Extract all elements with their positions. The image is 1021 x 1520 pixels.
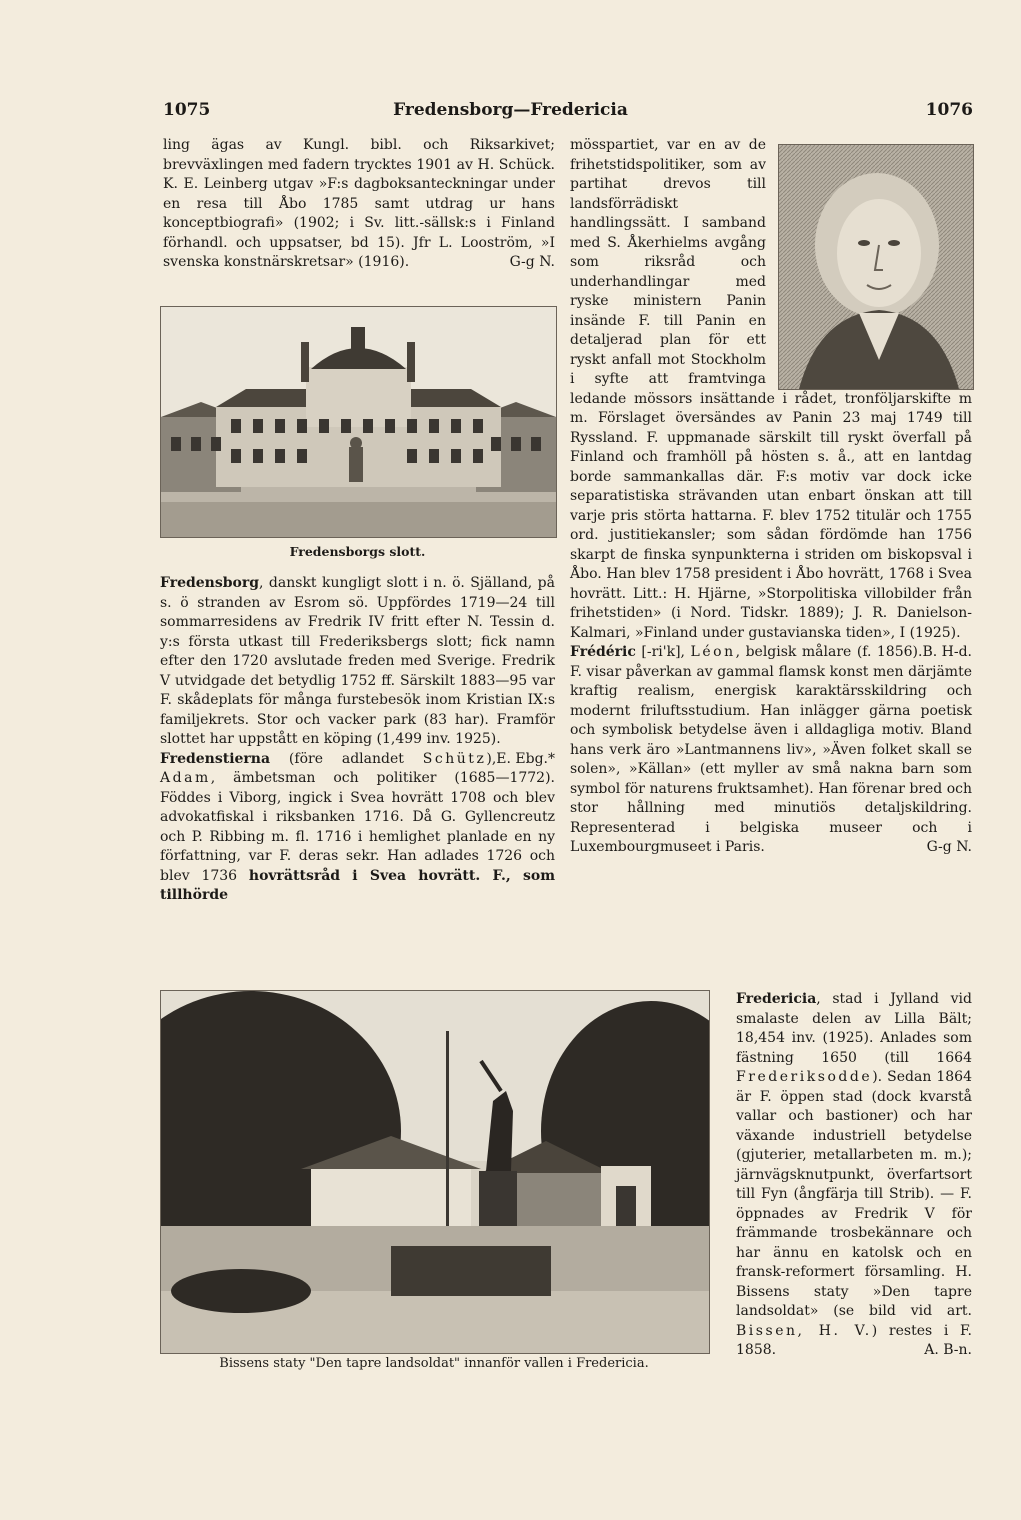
fredenstierna-birthname: Schütz xyxy=(422,750,487,767)
fredericia-signature: A. B-n. xyxy=(924,1342,972,1358)
fredenstierna-headword: Fredenstierna xyxy=(160,750,271,767)
frederic-signature: G-g N. xyxy=(926,839,972,855)
left-top-text: ling ägas av Kungl. bibl. och Riksarkivet; brevväxlingen med fadern trycktes 1901 av H. Schück. K. E. Leinberg utgav »F:s dagboksanteckningar under en resa till Åbo 1785 samt utdrag ur hans konceptbiografi» (1902; i Sv. litt.-sällsk:s i Finland förhandl. och uppsatser, bd 15). Jfr L. Looström, »I svenska konstnärskretsar» (1916). xyxy=(163,137,555,270)
fredericia-text-1: , stad i Jylland vid smalaste delen av Lilla Bält; 18,454 inv. (1925). Anlades som fästning 1650 (till 1664 xyxy=(736,991,972,1066)
frederic-article xyxy=(570,643,972,858)
right-top-signature: B. H-d. xyxy=(922,644,972,660)
left-top-signature: G-g N. xyxy=(509,254,555,270)
fredericia-headword: Fredericia xyxy=(736,991,817,1007)
bissen-photo-caption: Bissens staty "Den tapre landsoldat" innanför vallen i Fredericia. xyxy=(219,1356,649,1371)
fredericia-text-2: ). Sedan 1864 är F. öppen stad (dock kvarstå vallar och bastioner) och har växande industriell betydelse (gjuterier, metallarbeten m. m.); järnvägsknutpunkt, överfartsort till Fyn (ångfärja till Strib). — F. öppnades av Fredrik V för främmande trosbekännare och har ännu en katolsk och en fransk-reformert församling. H. Bissens staty »Den tapre landsoldat» (se bild vid art. xyxy=(736,1069,972,1319)
left-main-articles xyxy=(160,574,555,906)
fredericia-text-3: ) restes i F. 1858. xyxy=(736,1322,972,1358)
page-number-left: 1075 xyxy=(163,100,211,120)
running-title: Fredensborg—Fredericia xyxy=(393,100,628,120)
statue-illustration xyxy=(161,991,709,1353)
fredensborg-castle-photo xyxy=(160,306,557,538)
page-number-right: 1076 xyxy=(925,100,973,120)
fredenstierna-bold-end: hovrättsråd i Svea hovrätt. F., som tillhörde xyxy=(160,867,556,903)
fredensborg-text: , danskt kungligt slott i n. ö. Själland, på s. ö stranden av Esrom sö. Uppfördes 1719—24 till sommarresidens av Fredrik IV fritt efter N. Tessin d. y:s första utkast till Frederiksbergs slott; fick namn efter den 1720 avslutade freden med Sverige. Fredrik V utvidgade det betydlig 1752 ff. Särskilt 1883—95 var F. skådeplats för många furstebesök inom Kristian IX:s familjekrets. Stor och vacker park (83 har). Framför slottet har uppstått en köping (1,499 inv. 1925). xyxy=(160,575,555,747)
bissen-statue-photo xyxy=(160,990,710,1354)
fredenstierna-text: , ämbetsman och politiker (1685—1772). Föddes i Viborg, ingick i Svea hovrätt 1708 och blev advokatfiskal i riksbanken 1716. Då G. Gyllencreutz och P. Ribbing m. fl. 1716 i hemlighet planlade en ny författning, var F. deras sekr. Han adlades 1726 och blev 1736 xyxy=(160,770,555,884)
right-top-article xyxy=(570,136,972,858)
frederic-headword: Frédéric xyxy=(570,644,636,660)
frederic-pronunciation: [-ri'k], xyxy=(635,644,691,660)
fredenstierna-text-a: (före adlandet xyxy=(270,750,423,767)
fredensborg-signature: E. Ebg.* xyxy=(496,750,555,767)
fredensborg-headword: Fredensborg xyxy=(160,575,260,591)
fredenstierna-continuation: mösspartiet, var en av de frihetstidspolitiker, som av partihat drevos till landsförrädiskt handlingssätt. I samband med S. Åkerhielms avgång som riksråd och underhandlingar med ryske ministern Panin insände F. till Panin en detaljerad plan för ett ryskt anfall mot Stockholm i syfte att framtvinga ledande mössors insättande i rådet, tronföljarskifte m m. Förslaget översändes av Panin 23 maj 1749 till Ryssland. F. uppmanade särskilt till ryskt överfall på Finland och framhöll på hösten s. å., att en lantdag borde sammankallas där. F:s motiv var dock icke separatistiska strävanden utan enbart önskan att till varje pris störta hattarna. F. blev 1752 titulär och 1755 ord. justitiekansler; som sådan fördömde han 1756 skarpt de finska synpunkterna i striden om biskopsval i Åbo. Han blev 1758 president i Åbo hovrätt, 1768 i Svea hovrätt. Litt.: H. Hjärne, »Storpolitiska villobilder från frihetstiden» (i Nord. Tidskr. 1889); J. R. Danielson-Kalmari, »Finland under gustavianska tiden», I (1925). xyxy=(570,137,972,641)
fredenstierna-firstname: Adam xyxy=(160,770,211,786)
frederic-firstname: Léon xyxy=(690,644,736,660)
fredenstierna-text-b: ), xyxy=(486,750,497,767)
left-top-article xyxy=(163,136,555,273)
portrait-spacer xyxy=(766,136,972,388)
fredericia-article xyxy=(736,990,972,1361)
frederic-text: , belgisk målare (f. 1856). F. visar påverkan av gammal flamsk konst men därjämte kraftig realism, energisk karaktärsskildring och modernt friluftsstudium. Han inlägger gärna poetisk och symbolisk betydelse även i alldagliga motiv. Bland hans verk äro »Lantmannens liv», »Även folket skall se solen», »Källan» (ett myller av små nakna barn som symbol för naturens fruktsamhet). Han förenar bred och stor hållning med minutiös detaljskildring. Representerad i belgiska museer och i Luxembourgmuseet i Paris. xyxy=(570,644,972,855)
fredericia-old-name: Frederiksodde xyxy=(736,1069,873,1085)
fredenstierna-article xyxy=(160,750,555,906)
fredericia-crossref: Bissen, H. V. xyxy=(736,1322,872,1339)
fredensborg-photo-caption: Fredensborgs slott. xyxy=(289,544,426,559)
castle-illustration xyxy=(161,307,556,537)
